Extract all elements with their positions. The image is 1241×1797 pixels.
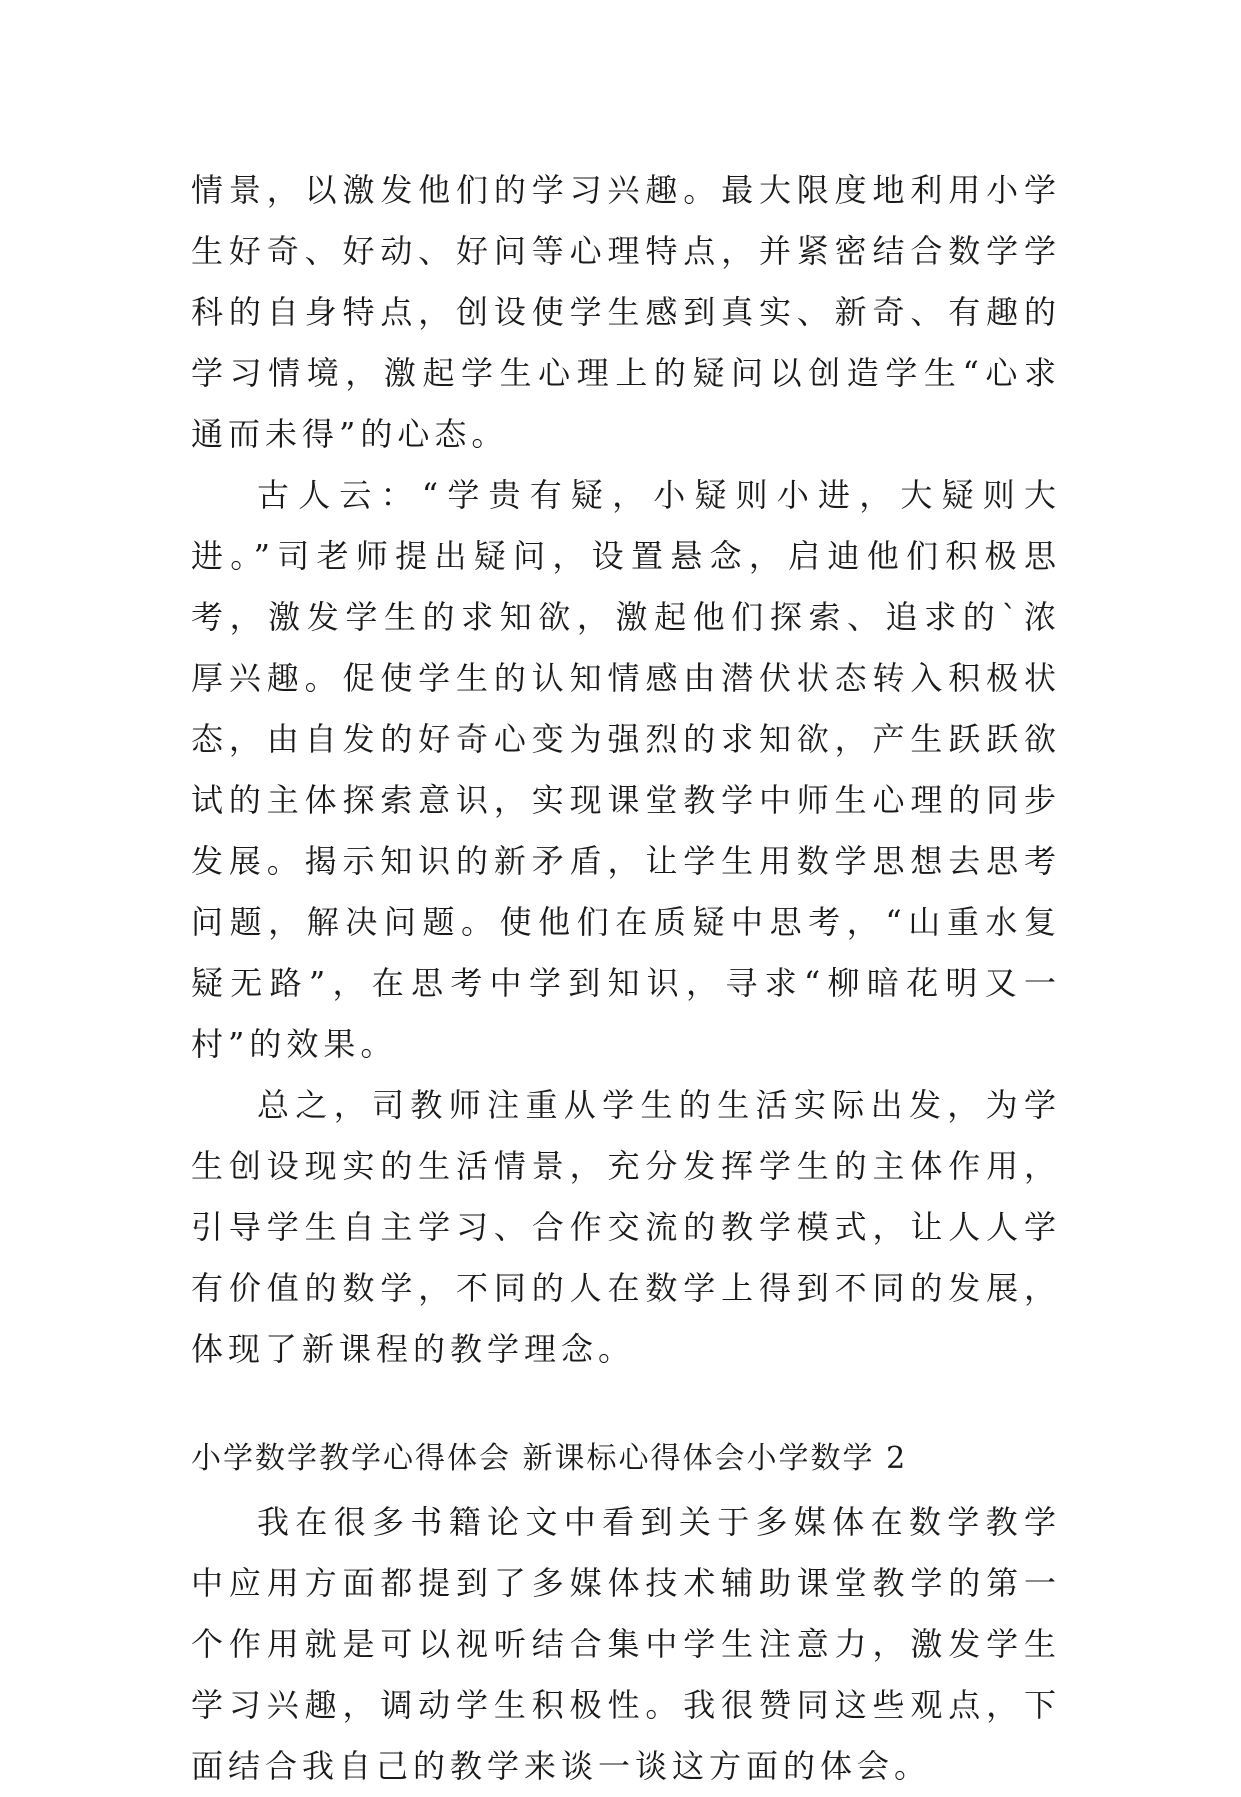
paragraph-multimedia: 我在很多书籍论文中看到关于多媒体在数学教学中应用方面都提到了多媒体技术辅助课堂教学的第一个作用就是可以视听结合集中学生注意力，激发学生学习兴趣，调动学生积极性。我很赞同这些观点，下面结合我自己的教学来谈一谈这方面的体会。 [191, 1503, 1061, 1785]
paragraph-summary: 总之，司教师注重从学生的生活实际出发，为学生创设现实的生活情景，充分发挥学生的主体作用，引导学生自主学习、合作交流的教学模式，让人人学有价值的数学，不同的人在数学上得到不同的发展，体现了新课程的教学理念。 [191, 1086, 1061, 1368]
paragraph-continuation: 情景，以激发他们的学习兴趣。最大限度地利用小学生好奇、好动、好问等心理特点，并紧密结合数学学科的自身特点，创设使学生感到真实、新奇、有趣的学习情境，激起学生心理上的疑问以创造学生“心求通而未得”的心态。 [191, 171, 1061, 453]
document-page [191, 160, 1061, 1797]
paragraph-ancient-saying: 古人云：“学贵有疑，小疑则小进，大疑则大进。”司老师提出疑问，设置悬念，启迪他们积极思考，激发学生的求知欲，激起他们探索、追求的`浓厚兴趣。促使学生的认知情感由潜伏状态转入积极状态，由自发的好奇心变为强烈的求知欲，产生跃跃欲试的主体探索意识，实现课堂教学中师生心理的同步发展。揭示知识的新矛盾，让学生用数学思想去思考问题，解决问题。使他们在质疑中思考，“山重水复疑无路”，在思考中学到知识，寻求“柳暗花明又一村”的效果。 [191, 476, 1061, 1063]
section-heading: 小学数学教学心得体会 新课标心得体会小学数学 2 [191, 1441, 908, 1476]
